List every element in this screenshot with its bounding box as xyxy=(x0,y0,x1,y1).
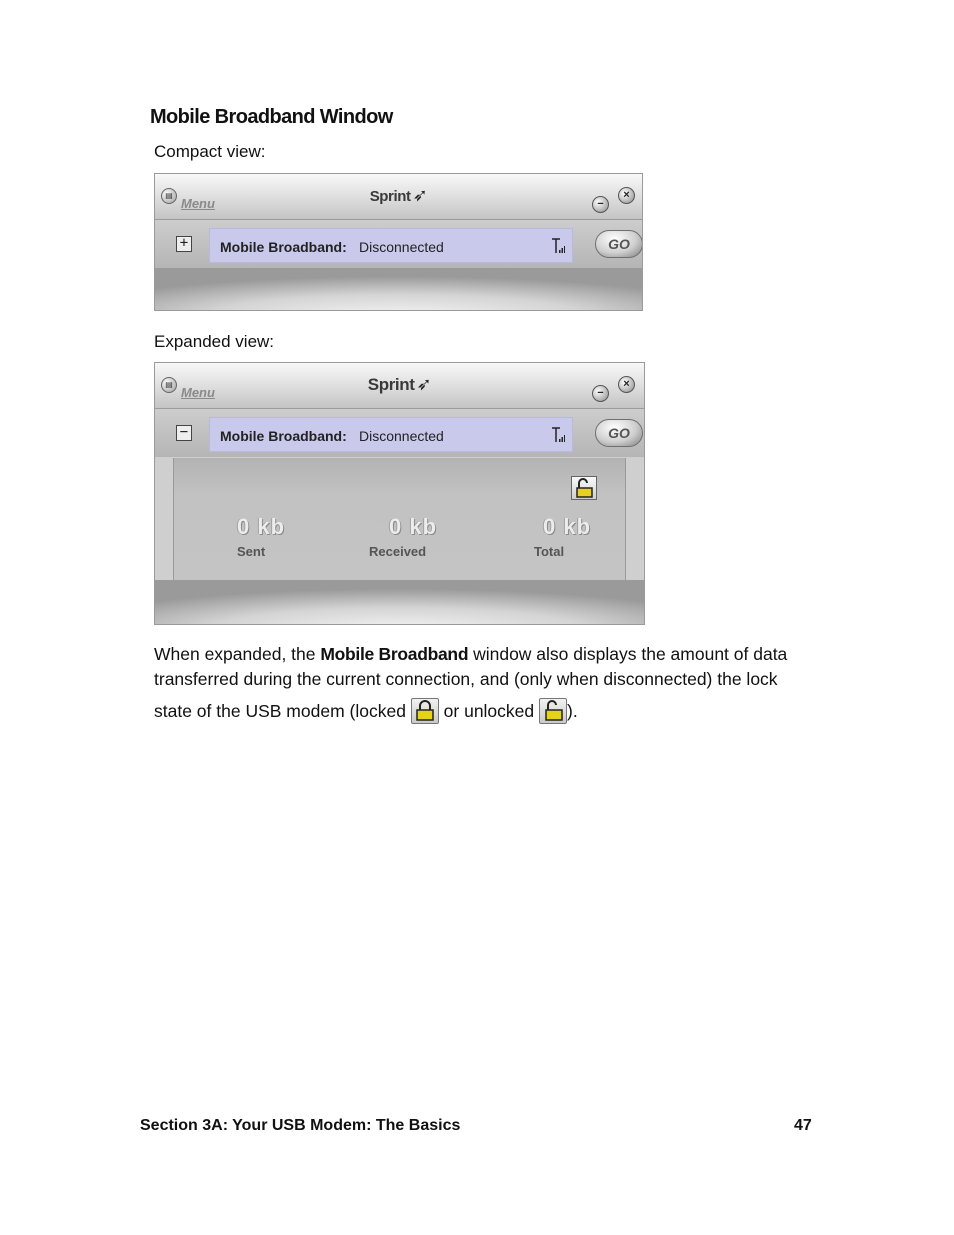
title-bar xyxy=(155,363,644,409)
received-value: 0 kb xyxy=(389,514,438,539)
sprint-logo xyxy=(155,374,644,395)
go-button[interactable]: GO xyxy=(595,419,643,447)
status-label: Mobile Broadband: xyxy=(220,428,347,444)
unlocked-lock-icon[interactable] xyxy=(571,476,597,500)
paragraph-text: state of the USB modem (locked xyxy=(154,701,411,721)
total-stat xyxy=(534,514,634,559)
paragraph-text: When expanded, the xyxy=(154,644,321,664)
paragraph-text: or unlocked xyxy=(438,701,539,721)
sent-label: Sent xyxy=(237,544,266,559)
sprint-swoosh-icon: ➶ xyxy=(412,185,428,205)
menu-button[interactable]: Menu xyxy=(181,196,215,211)
received-stat xyxy=(369,514,469,559)
brand-name: Sprint xyxy=(369,188,411,205)
window-footer xyxy=(155,268,642,310)
status-value: Disconnected xyxy=(359,239,444,255)
total-value: 0 kb xyxy=(543,514,592,539)
status-row xyxy=(155,409,644,457)
go-button[interactable]: GO xyxy=(595,230,643,258)
menu-button[interactable]: Menu xyxy=(181,385,215,400)
title-bar xyxy=(155,174,642,220)
page-number: 47 xyxy=(794,1117,812,1134)
close-icon[interactable]: × xyxy=(618,376,635,393)
status-row xyxy=(155,220,642,268)
sent-value: 0 kb xyxy=(237,514,286,539)
locked-lock-icon xyxy=(411,698,439,724)
paragraph-bold-term: Mobile Broadband xyxy=(320,644,469,664)
sprint-logo xyxy=(155,185,642,206)
paragraph-text: window also displays the amount of data transferred during the current connection, and (only when disconnected) the lock xyxy=(154,644,788,689)
close-icon[interactable]: × xyxy=(618,187,635,204)
status-panel xyxy=(209,228,573,263)
sent-stat xyxy=(237,514,337,559)
paragraph-line xyxy=(154,698,824,724)
page-footer-section: Section 3A: Your USB Modem: The Basics xyxy=(140,1117,461,1134)
expanded-window xyxy=(154,362,645,625)
data-transfer-panel xyxy=(173,458,626,582)
compact-view-caption: Compact view: xyxy=(154,142,266,161)
expanded-view-caption: Expanded view: xyxy=(154,332,275,351)
expand-button[interactable]: + xyxy=(176,236,192,252)
minimize-icon[interactable]: − xyxy=(592,196,609,213)
sprint-swoosh-icon: ➶ xyxy=(416,374,432,394)
section-heading: Mobile Broadband Window xyxy=(150,106,393,128)
collapse-button[interactable]: − xyxy=(176,425,192,441)
total-label: Total xyxy=(534,544,565,559)
menu-icon[interactable]: ▤ xyxy=(161,188,177,204)
signal-antenna-icon xyxy=(551,238,565,254)
menu-icon[interactable]: ▤ xyxy=(161,377,177,393)
status-value: Disconnected xyxy=(359,428,444,444)
status-panel xyxy=(209,417,573,452)
received-label: Received xyxy=(369,544,427,559)
minimize-icon[interactable]: − xyxy=(592,385,609,402)
signal-antenna-icon xyxy=(551,427,565,443)
paragraph-text: ). xyxy=(567,701,578,721)
window-footer xyxy=(155,580,644,624)
status-label: Mobile Broadband: xyxy=(220,239,347,255)
unlocked-lock-icon xyxy=(539,698,567,724)
brand-name: Sprint xyxy=(367,375,415,394)
compact-window xyxy=(154,173,643,311)
description-paragraph xyxy=(154,642,824,724)
